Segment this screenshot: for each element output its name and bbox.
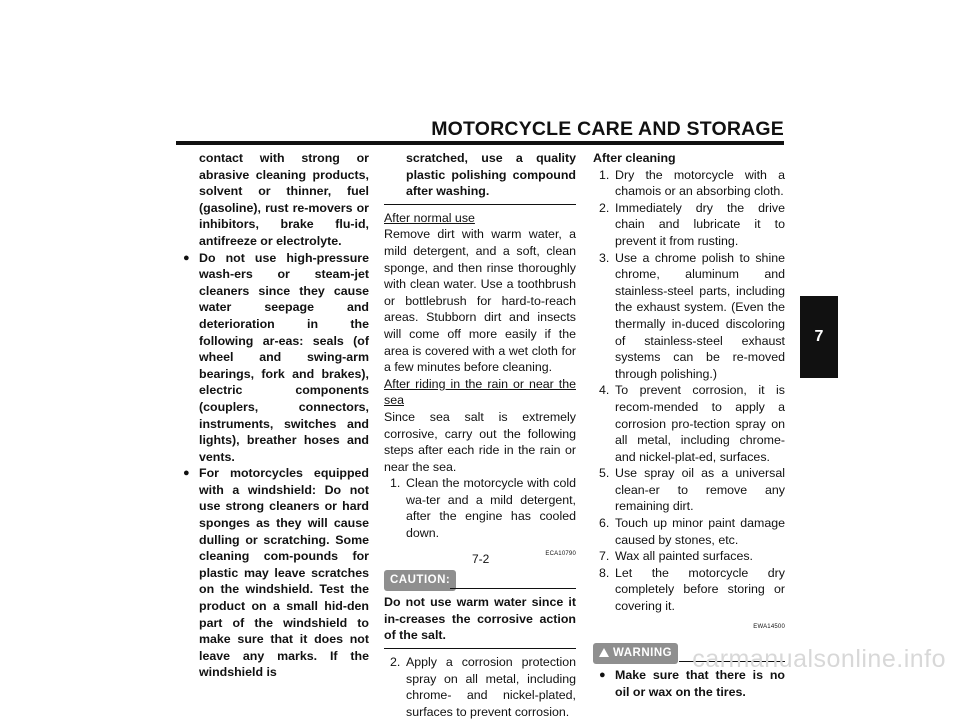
paragraph: scratched, use a quality plastic polishing compound after washing. — [406, 151, 576, 199]
bullet-icon: ● — [183, 251, 190, 264]
step-number: 4. — [599, 383, 610, 398]
column-1 — [177, 150, 369, 681]
step-text: Dry the motorcycle with a chamois or an absorbing cloth. — [615, 167, 785, 199]
step-number: 8. — [599, 565, 610, 580]
column-2 — [384, 150, 576, 720]
bullet-text: For motorcycles equipped with a windshield: Do not use strong cleaners or hard sponges as they will cause dulling or scratching. Some cleaning com-pounds for plastic may leave scratches on the windshield. Test the product on a small hid-den part of the windshield to make sure that it does not leave any marks. If the windshield is — [199, 466, 369, 680]
caution-rule — [450, 588, 576, 589]
step-number: 2. — [599, 200, 610, 215]
caution-box — [384, 568, 576, 588]
step-text: To prevent corrosion, it is recom-mended to apply a corrosion pro-tection spray on all metal, including chrome- and nickel-plat-ed, surfaces. — [615, 383, 785, 464]
step-number: 1. — [599, 167, 610, 182]
numbered-step — [593, 548, 785, 565]
caution-code: ECA10790 — [545, 550, 576, 557]
numbered-step — [593, 565, 785, 615]
numbered-step — [384, 654, 576, 720]
step-text: Wax all painted surfaces. — [615, 549, 753, 564]
caution-text: Do not use warm water since it in-creases the corrosive action of the salt. — [384, 595, 576, 643]
column-3 — [593, 150, 785, 700]
divider — [384, 204, 576, 205]
bullet-icon: ● — [183, 467, 190, 480]
step-number: 7. — [599, 549, 610, 564]
section-heading: After cleaning — [593, 151, 676, 165]
numbered-step — [593, 515, 785, 548]
warning-label-text: WARNING — [613, 647, 673, 660]
caution-label: CAUTION: — [384, 570, 456, 591]
step-text: Clean the motorcycle with cold wa-ter and a mild detergent, after the engine has cooled down. — [406, 476, 576, 541]
chapter-tab: 7 — [800, 296, 838, 378]
header-rule — [176, 141, 784, 145]
page-title: MOTORCYCLE CARE AND STORAGE — [431, 118, 784, 140]
watermark: carmanualsonline.info — [692, 645, 946, 673]
step-text: Use a chrome polish to shine chrome, aluminum and stainless-steel parts, including the exhaust system. (Even the thermally in-duced discoloring of stainless-steel exhaust systems can be re-moved through polishing.) — [615, 250, 785, 381]
numbered-step — [593, 167, 785, 200]
divider — [384, 648, 576, 649]
step-text: Use spray oil as a universal clean-er to remove any remaining dirt. — [615, 466, 785, 514]
paragraph: Remove dirt with warm water, a mild detergent, and a soft, clean sponge, and then rinse thoroughly with clean water. Use a toothbrush or bottlebrush for hard-to-reach areas. Stubborn dirt and insects will come off more easily if the area is covered with a wet cloth for a few minutes before cleaning. — [384, 227, 576, 375]
warning-text: Make sure that there is no oil or wax on the tires. — [615, 668, 785, 699]
step-number: 1. — [390, 476, 401, 491]
step-number: 6. — [599, 516, 610, 531]
page-number: 7-2 — [472, 552, 490, 566]
bullet-item — [177, 250, 369, 466]
warning-code: EWA14500 — [753, 623, 785, 630]
step-number: 2. — [390, 655, 401, 670]
step-text: Immediately dry the drive chain and lubricate it to prevent it from rusting. — [615, 200, 785, 248]
subheading: After riding in the rain or near the sea — [384, 376, 576, 408]
numbered-step — [593, 382, 785, 465]
step-number: 3. — [599, 250, 610, 265]
bullet-text: Do not use high-pressure wash-ers or steam-jet cleaners since they cause water seepage and deterioration in the following ar-eas: seals (of wheel and swing-arm bearings, fork and brakes), electric components (couplers, connectors, instruments, switches and lights), breather hoses and vents. — [199, 250, 369, 464]
numbered-step — [593, 250, 785, 383]
bullet-item — [177, 465, 369, 681]
warning-triangle-icon — [599, 648, 609, 657]
subheading: After normal use — [384, 210, 475, 225]
paragraph: contact with strong or abrasive cleaning products, solvent or thinner, fuel (gasoline), rust re-movers or inhibitors, brake flu-id, antifreeze or electrolyte. — [199, 151, 369, 248]
step-text: Let the motorcycle dry completely before storing or covering it. — [615, 565, 785, 614]
warning-label — [593, 643, 678, 664]
step-text: Touch up minor paint damage caused by stones, etc. — [615, 516, 785, 547]
paragraph: Since sea salt is extremely corrosive, carry out the following steps after each ride in the rain or near the sea. — [384, 409, 576, 474]
numbered-step — [384, 475, 576, 541]
numbered-step — [593, 465, 785, 515]
numbered-step — [593, 200, 785, 250]
step-text: Apply a corrosion protection spray on all metal, including chrome- and nickel-plated, surfaces to prevent corrosion. — [406, 655, 576, 719]
step-number: 5. — [599, 466, 610, 481]
bullet-icon: ● — [599, 669, 606, 682]
steps-list — [593, 167, 785, 615]
